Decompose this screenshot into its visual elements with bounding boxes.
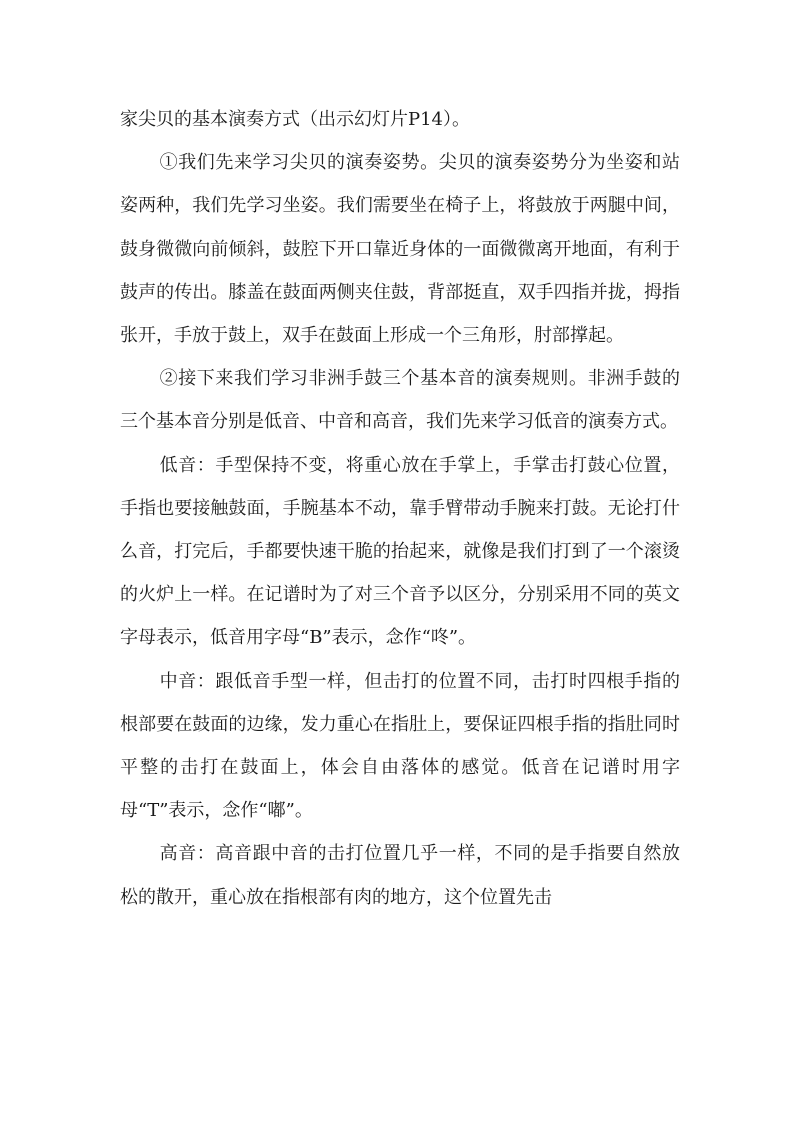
paragraph-high-tone: 高音：高音跟中音的击打位置几乎一样，不同的是手指要自然放松的散开，重心放在指根部有肉的地方，这个位置先击: [120, 843, 680, 908]
paragraph-basic-tones: ②接下来我们学习非洲手鼓三个基本音的演奏规则。非洲手鼓的三个基本音分别是低音、中音和高音，我们先来学习低音的演奏方式。: [120, 368, 680, 433]
paragraph-posture: ①我们先来学习尖贝的演奏姿势。尖贝的演奏姿势分为坐姿和站姿两种，我们先学习坐姿。我们需要坐在椅子上，将鼓放于两腿中间，鼓身微微向前倾斜，鼓腔下开口靠近身体的一面微微离开地面，有利于鼓声的传出。膝盖在鼓面两侧夹住鼓，背部挺直，双手四指并拢，拇指张开，手放于鼓上，双手在鼓面上形成一个三角形，肘部撑起。: [120, 152, 680, 347]
document-body: [120, 98, 680, 919]
paragraph-bass-tone: 低音：手型保持不变，将重心放在手掌上，手掌击打鼓心位置，手指也要接触鼓面，手腕基本不动，靠手臂带动手腕来打鼓。无论打什么音，打完后，手都要快速干脆的抬起来，就像是我们打到了一个滚烫的火炉上一样。在记谱时为了对三个音予以区分，分别采用不同的英文字母表示，低音用字母“B”表示，念作“咚”。: [120, 454, 680, 649]
paragraph-middle-tone: 中音：跟低音手型一样，但击打的位置不同，击打时四根手指的根部要在鼓面的边缘，发力重心在指肚上，要保证四根手指的指肚同时平整的击打在鼓面上，体会自由落体的感觉。低音在记谱时用字母“T”表示，念作“嘟”。: [120, 670, 680, 822]
paragraph-continuation: 家尖贝的基本演奏方式（出示幻灯片P14）。: [120, 109, 471, 130]
